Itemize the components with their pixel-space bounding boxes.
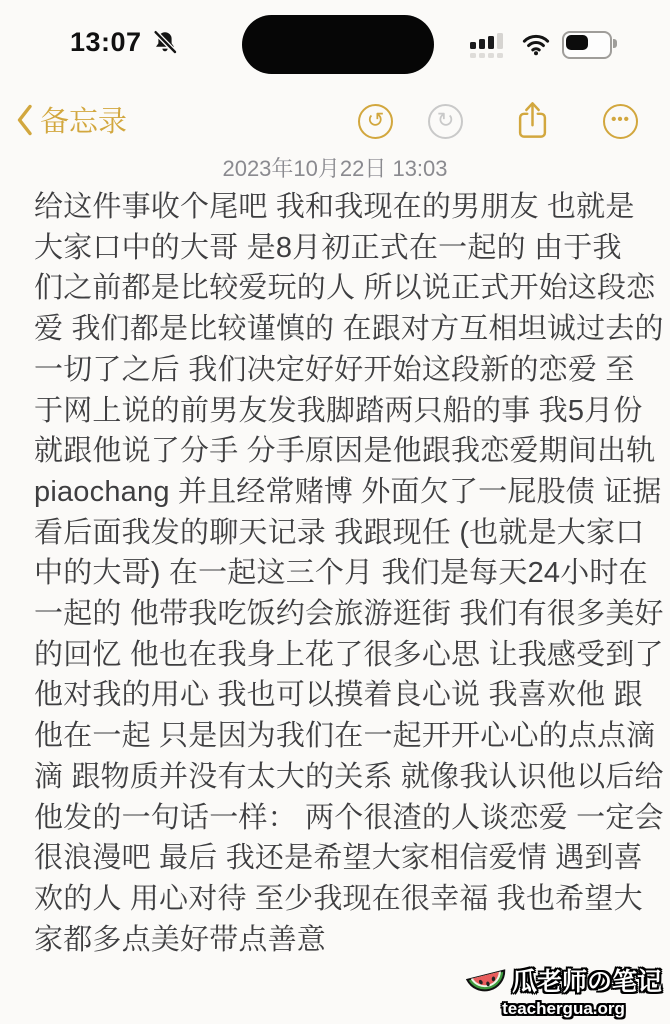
share-button[interactable] xyxy=(516,100,549,143)
note-line: 家都多点美好带点善意 xyxy=(34,923,327,956)
note-line: 爱 我们都是比较谨慎的 在跟对方互相坦诚过去的 xyxy=(34,313,664,346)
note-line: 于网上说的前男友发我脚踏两只船的事 我5月份 xyxy=(34,394,643,427)
ellipsis-icon: ••• xyxy=(611,111,630,128)
note-line: 很浪漫吧 最后 我还是希望大家相信爱情 遇到喜 xyxy=(34,842,643,875)
bell-slash-icon xyxy=(152,29,178,57)
note-line: 就跟他说了分手 分手原因是他跟我恋爱期间出轨 xyxy=(34,435,656,468)
note-line: 看后面我发的聊天记录 我跟现任 (也就是大家口 xyxy=(34,516,645,549)
note-date: 2023年10月22日 13:03 xyxy=(222,156,448,181)
note-line: 一起的 他带我吃饭约会旅游逛街 我们有很多美好 xyxy=(34,598,664,631)
note-line: 他发的一句话一样： 两个很渣的人谈恋爱 一定会 xyxy=(34,801,664,834)
note-line: 的回忆 他也在我身上花了很多心思 让我感受到了 xyxy=(34,638,664,671)
watermark xyxy=(465,962,662,1019)
notch-cover-pill xyxy=(242,15,434,74)
note-body[interactable] xyxy=(34,187,664,960)
note-line: 们之前都是比较爱玩的人 所以说正式开始这段恋 xyxy=(34,272,656,305)
note-line: 给这件事收个尾吧 我和我现在的男朋友 也就是 xyxy=(34,191,635,223)
watermark-title: 瓜老师の笔记 xyxy=(511,968,662,996)
note-line: 中的大哥) 在一起这三个月 我们是每天24小时在 xyxy=(34,557,648,590)
redo-icon: ↻ xyxy=(436,108,455,132)
redo-button[interactable] xyxy=(428,104,463,139)
note-line: 滴 跟物质并没有太大的关系 就像我认识他以后给 xyxy=(34,760,664,793)
note-line: 一切了之后 我们决定好好开始这段新的恋爱 至 xyxy=(34,353,635,386)
note-line: piaochang 并且经常赌博 外面欠了一屁股债 证据 xyxy=(34,475,662,508)
note-line: 欢的人 用心对待 至少我现在很幸福 我也希望大 xyxy=(34,882,643,915)
note-line: 他对我的用心 我也可以摸着良心说 我喜欢他 跟 xyxy=(34,679,643,712)
note-line: 他在一起 只是因为我们在一起开开心心的点点滴 xyxy=(34,720,656,753)
more-button[interactable] xyxy=(603,104,638,139)
note-line: 大家口中的大哥 是8月初正式在一起的 由于我 xyxy=(34,231,622,264)
chevron-left-icon xyxy=(16,104,33,136)
undo-icon: ↺ xyxy=(366,108,385,132)
watermelon-icon xyxy=(465,962,509,998)
back-button[interactable] xyxy=(16,99,127,140)
share-icon xyxy=(516,100,549,140)
status-time: 13:07 xyxy=(70,27,142,57)
wifi-icon xyxy=(522,34,550,56)
battery-icon xyxy=(562,31,612,59)
cellular-signal-icon xyxy=(470,32,510,58)
back-button-label: 备忘录 xyxy=(40,106,128,138)
watermark-url: teachergua.org xyxy=(502,999,625,1018)
undo-button[interactable] xyxy=(358,104,393,139)
